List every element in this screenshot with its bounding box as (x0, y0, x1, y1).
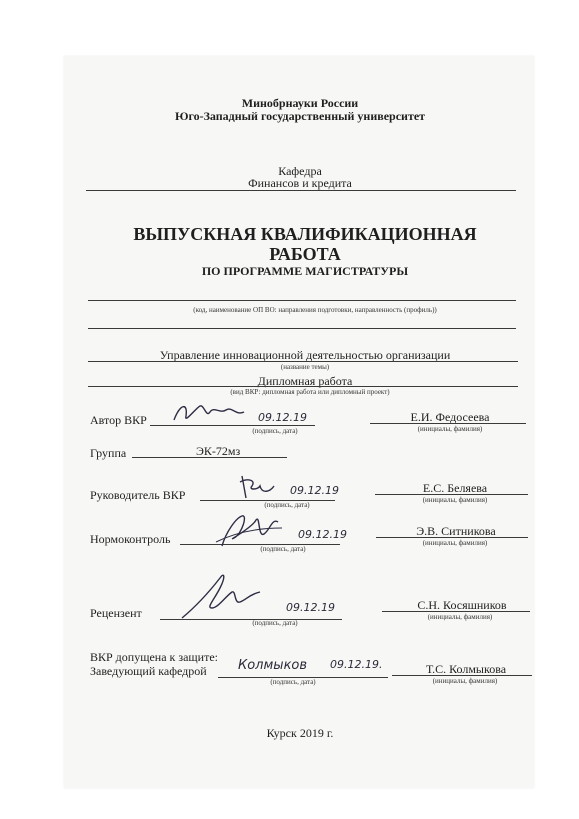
reviewer-name: С.Н. Косяшников (417, 598, 507, 612)
author-sign-caption: (подпись, дата) (252, 427, 298, 435)
ministry-heading: Минобрнауки России (241, 96, 359, 110)
normcontrol-name-line (376, 537, 528, 538)
supervisor-date: 09.12.19 (290, 484, 339, 497)
program-line-2 (88, 328, 516, 329)
author-date: 09.12.19 (258, 411, 307, 424)
admission-handwritten-signature: Колмыков (238, 658, 308, 673)
author-label: Автор ВКР (90, 413, 147, 427)
topic-caption: (название темы) (280, 363, 330, 371)
reviewer-signature (176, 568, 266, 622)
department-label: Кафедра (278, 164, 322, 178)
normcontrol-sign-caption: (подпись, дата) (260, 545, 306, 553)
admission-name-caption: (инициалы, фамилия) (432, 677, 498, 685)
work-type-caption: (вид ВКР: дипломная работа или дипломный проект) (230, 388, 390, 396)
group-label: Группа (90, 446, 127, 460)
reviewer-name-caption: (инициалы, фамилия) (427, 613, 493, 621)
university-heading: Юго-Западный государственный университет (174, 109, 426, 123)
document-title-line1: ВЫПУСКНАЯ КВАЛИФИКАЦИОННАЯ (133, 224, 477, 244)
reviewer-date: 09.12.19 (286, 601, 335, 614)
reviewer-sign-caption: (подпись, дата) (252, 619, 298, 627)
admission-name: Т.С. Колмыкова (425, 662, 507, 676)
author-name: Е.И. Федосеева (410, 410, 490, 424)
program-line (88, 300, 516, 301)
normcontrol-name-caption: (инициалы, фамилия) (422, 539, 488, 547)
document-title-line2: РАБОТА (269, 244, 341, 264)
topic-underline (88, 361, 518, 362)
work-type-underline (88, 386, 518, 387)
admission-label: ВКР допущена к защите: (90, 650, 218, 664)
supervisor-signature (236, 472, 286, 504)
admission-date: 09.12.19. (330, 658, 383, 671)
supervisor-name-line (375, 494, 528, 495)
group-line (132, 457, 287, 458)
head-of-department-label: Заведующий кафедрой (90, 664, 207, 678)
admission-name-line (392, 675, 532, 676)
reviewer-name-line (382, 611, 530, 612)
group-value: ЭК-72мз (196, 444, 241, 458)
supervisor-label: Руководитель ВКР (90, 488, 186, 502)
reviewer-label: Рецензент (90, 606, 142, 620)
program-caption: (код, наименование ОП ВО: направления подготовки, направленность (профиль)) (193, 306, 437, 314)
supervisor-name-caption: (инициалы, фамилия) (422, 496, 488, 504)
normcontrol-label: Нормоконтроль (90, 532, 171, 546)
department-underline (86, 190, 516, 191)
city-year: Курск 2019 г. (266, 726, 334, 740)
author-name-line (370, 423, 526, 424)
document-subtitle: ПО ПРОГРАММЕ МАГИСТРАТУРЫ (201, 264, 409, 278)
work-type-value: Дипломная работа (257, 374, 353, 388)
normcontrol-name: Э.В. Ситникова (416, 524, 496, 538)
normcontrol-date: 09.12.19 (298, 528, 347, 541)
department-name: Финансов и кредита (248, 176, 352, 190)
supervisor-name: Е.С. Беляева (422, 481, 488, 495)
author-name-caption: (инициалы, фамилия) (417, 425, 483, 433)
admission-sign-caption: (подпись, дата) (270, 678, 316, 686)
topic-value: Управление инновационной деятельностью организации (159, 348, 451, 362)
supervisor-sign-caption: (подпись, дата) (264, 501, 310, 509)
author-signature (170, 398, 260, 428)
